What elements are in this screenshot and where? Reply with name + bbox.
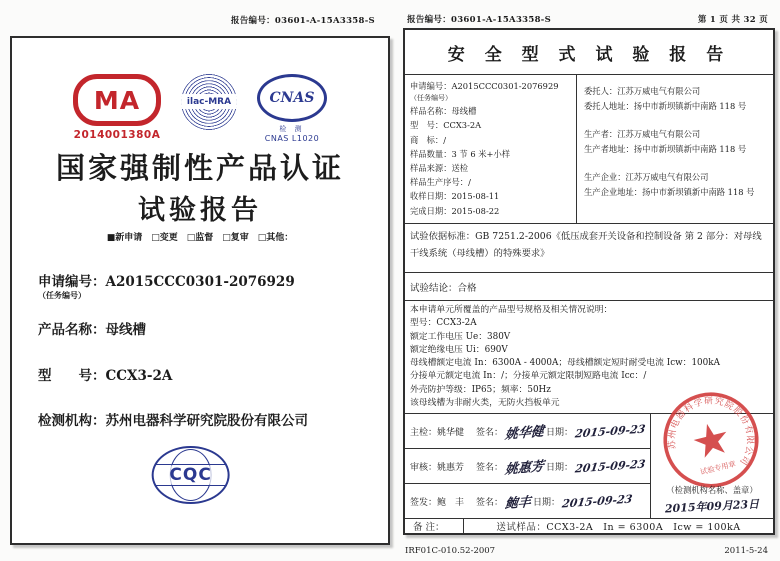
form-number-footer: IRF01C-010.52-2007 [405,546,496,556]
sample-info-table [405,75,773,224]
task-number-note: （任务编号） [38,290,86,300]
cover-title-line2: 试验报告 [138,195,262,226]
stamp-handwritten-date: 2015年09月23日 [664,497,760,516]
info-line: 样品数量：3 节 6 米+小样 [410,148,511,159]
manufacturer-group [584,170,773,199]
product-name-field: 产品名称：母线槽 [38,322,146,338]
page-count: 第 1 页 共 32 页 [697,15,768,25]
date-label: 日期： [533,497,561,508]
cma-code: 2014001380A [73,129,161,141]
report-title: 安 全 型 式 试 验 报 告 [405,30,773,75]
sign-label: 签名： [476,427,504,438]
remark-value: 送试样品：CCX3-2A In = 6300A Icw = 100kA [496,522,741,533]
handwritten-date: 2015-09-23 [574,456,647,476]
signature-row-inspector [405,414,650,449]
info-line: 委托人：江苏万威电气有限公司 [584,86,701,96]
info-line: 收样日期：2015-08-11 [410,191,500,202]
cover-page [10,36,390,545]
model-field: 型 号：CCX3-2A [38,368,173,384]
report-page-1 [403,28,775,535]
signature-row-reviewer [405,449,650,484]
info-line: 生产者：江苏万威电气有限公司 [584,129,701,139]
form-date-footer: 2011-5-24 [724,546,768,556]
info-line: 生产企业地址：扬中市新坝镇新中南路 118 号 [584,186,755,197]
role-label: 审核：姚惠芳 [410,462,465,473]
date-label: 日期： [546,427,574,438]
handwritten-signature: 姚惠芳 [504,458,545,478]
info-line: 生产者地址：扬中市新坝镇新中南路 118 号 [584,143,747,154]
remark-row [405,519,773,533]
info-line: 生产企业：江苏万威电气有限公司 [584,172,709,182]
info-line: 委托人地址：扬中市新坝镇新中南路 118 号 [584,100,747,111]
test-conclusion-row: 试验结论：合格 [405,273,773,301]
right-report-number: 报告编号：03601-A-15A3358-S [407,15,552,25]
role-label: 签发：鲍 丰 [410,497,465,508]
cqc-logo-block [152,446,230,504]
role-label: 主检：姚华健 [410,427,465,438]
cnas-code: CNAS L1020 [264,134,320,143]
sample-info-left-column [405,75,577,223]
coverage-line: 外壳防护等级：IP65；频率：50Hz [410,384,551,395]
coverage-line: 分接单元额定电流 In：/；分接单元额定限制短路电流 Icc：/ [410,371,647,382]
coverage-line: 额定绝缘电压 Ui：690V [410,344,508,355]
sign-label: 签名： [476,462,504,473]
cnas-sub-label: 检 测 [279,125,305,133]
remark-label: 备 注： [405,519,464,533]
signature-row-approver [405,484,650,518]
coverage-line: 型号：CCX3-2A [410,318,477,329]
coverage-title: 本申请单元所覆盖的产品型号规格及相关情况说明： [410,305,613,315]
left-report-number: 报告编号：03601-A-15A3358-S [230,16,375,26]
handwritten-signature: 鲍丰 [504,494,532,512]
test-standard-row: 试验依据标准：GB 7251.2-2006《低压成套开关设备和控制设备 第 2 部分：对母线干线系统（母线槽）的特殊要求》 [405,224,773,273]
ilac-mra-logo-block [181,74,237,130]
info-line: 完成日期：2015-08-22 [410,205,500,216]
cqc-globe-icon [152,446,230,504]
ilac-mra-label: ilac-MRA [181,94,237,109]
info-line: （任务编号） [410,94,452,103]
cover-title-line1: 国家强制性产品认证 [55,151,344,185]
handwritten-date: 2015-09-23 [561,491,634,511]
cnas-logo-icon: CNAS [257,74,327,122]
date-label: 日期： [546,462,574,473]
info-line: 申请编号：A2015CCC0301-2076929 [410,81,559,91]
cqc-label: CQC [169,465,212,485]
ilac-mra-logo-icon [181,74,237,130]
handwritten-signature: 姚华健 [504,423,545,443]
coverage-line: 该母线槽为非耐火类，无防火挡板单元 [410,398,560,409]
party-info-right-column [577,75,773,223]
info-line: 样品名称：母线槽 [410,106,477,117]
info-line: 型 号：CCX3-2A [410,120,482,131]
producer-group [584,127,773,156]
info-line: 样品来源：送检 [410,163,469,174]
application-number-field: 申请编号：A2015CCC0301-2076929 [38,274,295,290]
stamp-caption: （检测机构名称、盖章） [666,485,758,495]
cma-logo-icon: MA [73,74,161,126]
stamp-cell [651,396,773,518]
handwritten-date: 2015-09-23 [574,421,647,441]
application-type-checkboxes: ■新申请 □变更 □监督 □复审 □其他： [106,233,294,243]
info-line: 商 标：/ [410,134,446,145]
coverage-line: 母线槽额定电流 In：6300A - 4000A；母线槽额定短时耐受电流 Icw：100kA [410,358,720,369]
certification-logo-row [12,74,388,143]
info-line: 样品生产序号：/ [410,177,471,188]
seal-inner-text: 试验专用章 [699,459,737,477]
cnas-logo-block [257,74,327,143]
coverage-line: 额定工作电压 Ue：380V [410,331,511,342]
cma-logo-block [73,74,161,141]
client-group [584,84,773,113]
signature-rows [405,414,651,518]
sign-label: 签名： [476,497,504,508]
coverage-section [405,301,773,414]
test-agency-field: 检测机构：苏州电器科学研究院股份有限公司 [38,413,308,429]
seal-ring-text: 苏州电器科学研究院股份有限公司 [667,396,755,468]
